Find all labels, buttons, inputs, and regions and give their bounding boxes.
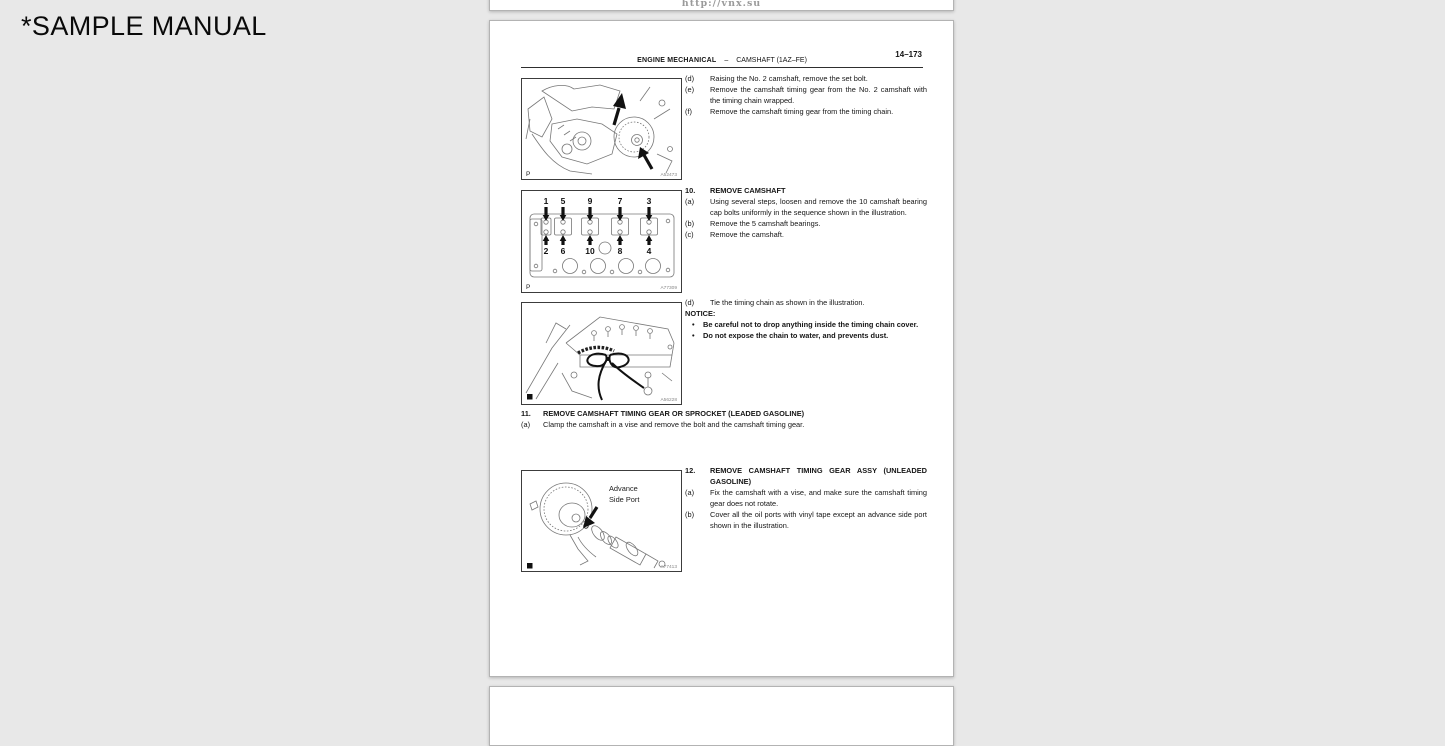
step-b (685, 219, 927, 230)
bolt-number: 6 (560, 246, 566, 256)
step-text: Raising the No. 2 camshaft, remove the set bolt. (710, 74, 868, 83)
step-text: Fix the camshaft with a vise, and make sure the camshaft timing gear does not rotate. (710, 487, 927, 508)
step-text: Remove the camshaft. (710, 229, 784, 239)
bolt-number: 4 (646, 246, 652, 256)
figure-corner-mark (527, 394, 533, 400)
step-text: Remove the 5 camshaft bearings. (710, 218, 821, 228)
step-text: Remove the camshaft timing gear from the timing chain. (710, 106, 894, 116)
figure-code: A52473 (660, 173, 677, 178)
bullet-marker: • (692, 330, 695, 340)
running-header-section: ENGINE MECHANICAL (637, 57, 717, 64)
bolt-number: 8 (617, 246, 623, 256)
step-e (685, 85, 927, 107)
step-marker: (e) (685, 84, 695, 94)
step-marker: (f) (685, 106, 692, 116)
step-a (685, 197, 927, 219)
page-number: 14–173 (895, 50, 922, 59)
figure-advance-side-port (521, 470, 682, 572)
section-heading (685, 186, 927, 197)
step-a (521, 420, 926, 431)
steps-def-block (685, 74, 927, 118)
figure-code: A77309 (660, 286, 677, 291)
figure-corner-mark (527, 563, 533, 569)
step-marker: (a) (685, 196, 695, 206)
running-header-separator: – (724, 57, 729, 64)
running-header (521, 57, 923, 68)
step-d2 (685, 298, 927, 309)
bolt-number: 3 (646, 196, 652, 206)
step-marker: (d) (685, 298, 695, 307)
step-b (685, 510, 927, 532)
figure-corner-label: P (526, 171, 531, 178)
figure-code: A77413 (660, 565, 677, 570)
callout-side-port: Side Port (609, 495, 640, 504)
step-marker: (d) (685, 74, 695, 83)
section-title: REMOVE CAMSHAFT (710, 186, 786, 195)
step-text: Clamp the camshaft in a vise and remove the bolt and the camshaft timing gear. (543, 419, 805, 429)
section-title: REMOVE CAMSHAFT TIMING GEAR ASSY (UNLEADED GASOLINE) (710, 466, 927, 486)
bullet-marker: • (692, 319, 695, 329)
notice-label: NOTICE: (685, 308, 716, 318)
step-text: Tie the timing chain as shown in the illustration. (710, 298, 865, 307)
step-d (685, 74, 927, 85)
figure-camshaft-timing-gear-removal (521, 78, 682, 180)
cylinder-head-drawing (522, 191, 681, 292)
section-12-remove-timing-gear-unleaded (685, 466, 927, 531)
section-number: 12. (685, 466, 696, 475)
step-text: Cover all the oil ports with vinyl tape except an advance side port shown in the illustration. (710, 509, 927, 530)
next-page-partial (489, 686, 954, 746)
step-f (685, 107, 927, 118)
step-marker: (c) (685, 229, 694, 239)
section-heading (521, 409, 926, 420)
section-heading (685, 466, 927, 488)
step-a (685, 488, 927, 510)
step-marker: (b) (685, 509, 695, 519)
timing-gear-drawing (522, 471, 681, 571)
running-header-topic: CAMSHAFT (1AZ–FE) (736, 57, 807, 64)
previous-page-partial (489, 0, 954, 11)
notice-bullet-2 (685, 331, 927, 342)
step-text: Using several steps, loosen and remove the 10 camshaft bearing cap bolts uniformly in the sequence shown in the illustration. (710, 196, 927, 217)
section-number: 11. (521, 409, 531, 418)
bolt-number: 7 (617, 196, 623, 206)
figure-bolt-sequence (521, 190, 682, 293)
site-watermark-text: http://vnx.su (681, 0, 762, 9)
figure-code: A56228 (660, 398, 677, 403)
step-marker: (b) (685, 218, 695, 228)
engine-line-drawing (522, 79, 681, 179)
bolt-number: 9 (587, 196, 593, 206)
section-11-remove-timing-gear-leaded (521, 409, 926, 431)
notice-bullet-1 (685, 320, 927, 331)
step-c (685, 230, 927, 241)
figure-timing-chain-tied (521, 302, 682, 405)
sample-manual-overlay-title: *SAMPLE MANUAL (21, 11, 267, 41)
manual-page (489, 20, 954, 677)
section-10-remove-camshaft (685, 186, 927, 241)
callout-advance: Advance (609, 484, 638, 493)
bolt-number: 2 (543, 246, 549, 256)
bolt-number: 5 (560, 196, 566, 206)
tie-chain-notice-block (685, 298, 927, 342)
bolt-number: 1 (543, 196, 549, 206)
step-marker: (a) (521, 419, 531, 429)
figure-corner-label: P (526, 284, 531, 291)
bullet-text: Do not expose the chain to water, and prevents dust. (703, 330, 889, 340)
bolt-number: 10 (585, 246, 595, 256)
section-title: REMOVE CAMSHAFT TIMING GEAR OR SPROCKET (LEADED GASOLINE) (543, 409, 805, 418)
step-marker: (a) (685, 487, 695, 497)
section-number: 10. (685, 186, 696, 195)
engine-chain-drawing (522, 303, 681, 404)
bullet-text: Be careful not to drop anything inside the timing chain cover. (703, 319, 919, 329)
step-text: Remove the camshaft timing gear from the No. 2 camshaft with the timing chain wrapped. (710, 84, 927, 105)
